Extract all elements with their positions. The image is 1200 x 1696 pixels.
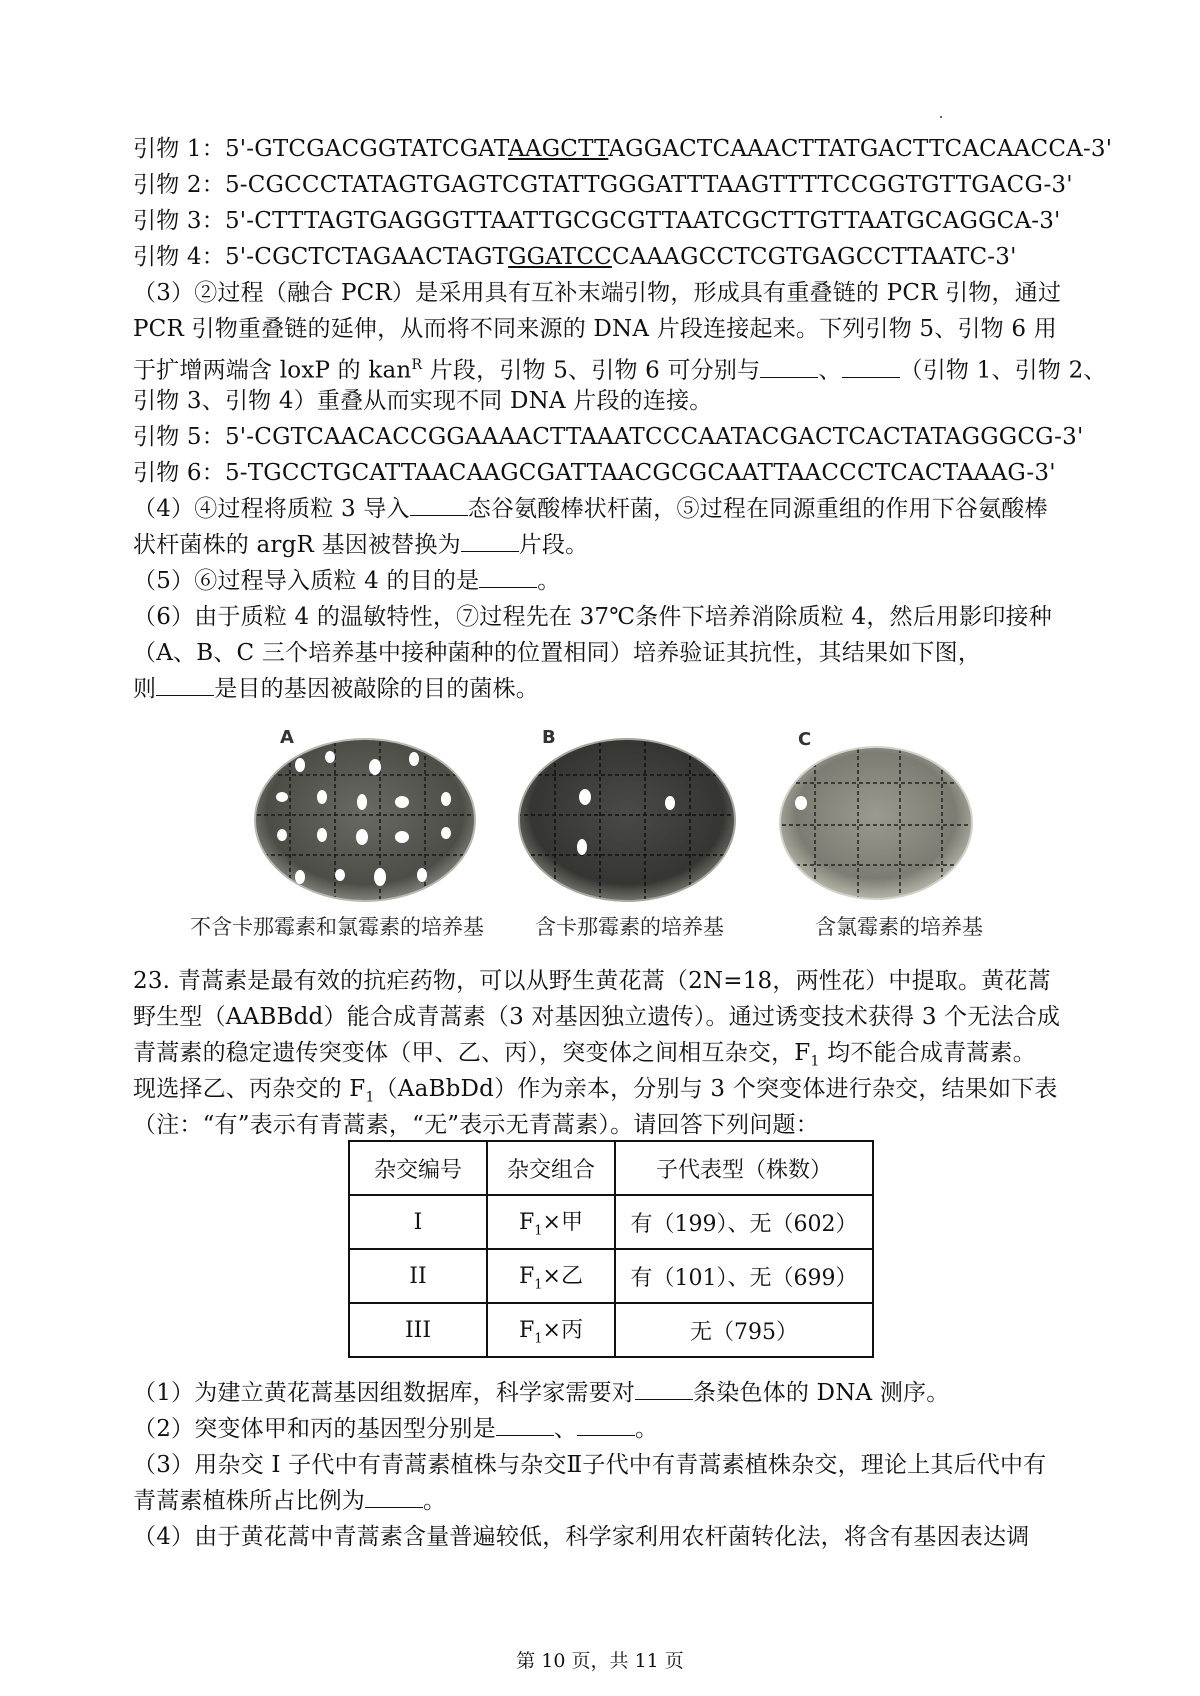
table-header-row <box>349 1141 873 1195</box>
primer-sequence: 5'-CGCTCTAGAACTAGT <box>224 244 509 270</box>
colony <box>417 868 427 882</box>
cross-id: II <box>349 1249 487 1303</box>
plate-a-letter: A <box>280 727 294 748</box>
question-23-line-4: 现选择乙、丙杂交的 $F_1(AaBbDd)$作为亲本，分别与 3 个突变体进行杂交，结果如下表 <box>133 1076 1058 1106</box>
answer-blank[interactable] <box>479 563 537 588</box>
colony <box>276 792 288 802</box>
question-3-line-3: 于扩增两端含 loxP 的 kan$^R$ 片段，引物 5、引物 6 可分别与 、 （引物 1、引物 2、 <box>133 347 1073 389</box>
answer-blank[interactable] <box>635 1375 693 1400</box>
cross-combo: $F_1\times$乙 <box>487 1249 615 1303</box>
cross-combo: $F_1\times$丙 <box>487 1303 615 1357</box>
question-6-line-2: （A、B、C 三个培养基中接种菌种的位置相同）培养验证其抗性，其结果如下图， <box>133 640 982 666</box>
answer-blank[interactable] <box>156 671 214 696</box>
superscript-r: R <box>411 357 423 373</box>
colony <box>795 796 807 810</box>
colony <box>577 839 587 855</box>
answer-blank[interactable] <box>410 491 468 516</box>
question-23-line-2: 野生型（AABBdd）能合成青蒿素（3 对基因独立遗传）。通过诱变技术获得 3 个无法合成 <box>133 1004 1061 1030</box>
primer-label: 引物 6： <box>133 460 225 486</box>
question-23-line-1: 23. 青蒿素是最有效的抗疟药物，可以从野生黄花蒿（2N=18，两性花）中提取。黄花蒿 <box>133 968 1051 994</box>
colony <box>325 751 335 763</box>
colony <box>395 796 409 808</box>
primer-sequence: 5'-CTTTAGTGAGGGTTAATTGCGCGTTAATCGCTTGTTAATGCAGGCA-3' <box>224 208 1061 234</box>
answer-blank[interactable] <box>577 1411 635 1436</box>
colony <box>295 870 305 884</box>
answer-blank[interactable] <box>461 527 519 552</box>
colony <box>441 792 451 806</box>
colony <box>374 868 386 886</box>
primer-sequence: 5-CGCCCTATAGTGAGTCGTATTGGGATTTAAGTTTTCCGGTGTTGACG-3' <box>224 172 1073 198</box>
primer-label: 引物 3： <box>133 208 225 234</box>
question-6-line-1: （6）由于质粒 4 的温敏特性，⑦过程先在 37℃条件下培养消除质粒 4，然后用影印接种 <box>133 604 1052 630</box>
restriction-site: GGATCC <box>508 244 612 270</box>
primer-label: 引物 1： <box>133 136 225 162</box>
sub-question-4-line-1: （4）由于黄花蒿中青蒿素含量普遍较低，科学家利用农杆菌转化法，将含有基因表达调 <box>133 1524 1030 1550</box>
cross-results-table <box>348 1140 874 1358</box>
question-3-line-4: 引物 3、引物 4）重叠从而实现不同 DNA 片段的连接。 <box>133 388 713 414</box>
question-4-line-1: （4）④过程将质粒 3 导入 态谷氨酸棒状杆菌，⑤过程在同源重组的作用下谷氨酸棒 <box>133 491 1073 527</box>
answer-blank[interactable] <box>365 1483 423 1508</box>
question-6-line-3: 则 是目的基因被敲除的目的菌株。 <box>133 671 1073 707</box>
plate-b-caption: 含卡那霉素的培养基 <box>535 915 724 939</box>
scan-speck <box>940 116 942 118</box>
subscript-1: 1 <box>810 1053 820 1070</box>
plate-c-caption: 含氯霉素的培养基 <box>815 915 983 939</box>
table-header: 子代表型（株数） <box>615 1141 873 1195</box>
question-4-line-2: 状杆菌株的 argR 基因被替换为 片段。 <box>133 527 1073 563</box>
colony <box>369 759 381 775</box>
primer-sequence: 5-TGCCTGCATTAACAAGCGATTAACGCGCAATTAACCCTCACTAAAG-3' <box>224 460 1056 486</box>
plates-svg <box>190 735 1020 910</box>
colony <box>356 829 368 845</box>
primer-sequence: 5'-GTCGACGGTATCGAT <box>224 136 509 162</box>
sub-question-3-line-2: 青蒿素植株所占比例为 。 <box>133 1483 1073 1519</box>
question-23-line-5: （注：“有”表示有青蒿素，“无”表示无青蒿素）。请回答下列问题： <box>133 1112 819 1138</box>
question-3-line-1: （3）②过程（融合 PCR）是采用具有互补末端引物，形成具有重叠链的 PCR 引物，通过 <box>133 280 1062 306</box>
primer-sequence-tail: AGGACTCAAACTTATGACTTCACAACCA-3' <box>608 136 1113 162</box>
offspring-result: 有（101）、无（699） <box>615 1249 873 1303</box>
page-footer: 第 10 页，共 11 页 <box>516 1650 684 1672</box>
restriction-site: AAGCTT <box>508 136 609 162</box>
table-row <box>349 1303 873 1357</box>
plate-b-letter: B <box>542 727 556 748</box>
primer-label: 引物 4： <box>133 244 225 270</box>
colony <box>409 752 419 766</box>
question-5-line: （5）⑥过程导入质粒 4 的目的是 。 <box>133 563 1073 599</box>
plate-a-caption: 不含卡那霉素和氯霉素的培养基 <box>190 915 484 939</box>
plate-c-letter: C <box>798 729 812 750</box>
question-23-line-3: 青蒿素的稳定遗传突变体（甲、乙、丙），突变体之间相互杂交，$F_1$ 均不能合成青蒿素。 <box>133 1040 1036 1070</box>
table-row <box>349 1249 873 1303</box>
primer-sequence: 5'-CGTCAACACCGGAAAACTTAAATCCCAATACGACTCACTATAGGGCG-3' <box>224 424 1084 450</box>
plate-b <box>510 735 740 905</box>
primer-label: 引物 2： <box>133 172 225 198</box>
colony <box>317 790 327 804</box>
primer-1-line <box>133 131 1113 167</box>
colony <box>395 831 409 843</box>
colony <box>335 869 345 881</box>
colony <box>441 827 451 839</box>
subscript-1: 1 <box>365 1089 375 1106</box>
sub-question-3-line-1: （3）用杂交 I 子代中有青蒿素植株与杂交Ⅱ子代中有青蒿素植株杂交，理论上其后代中有 <box>133 1452 1047 1478</box>
plate-c <box>775 735 980 905</box>
culture-plates-figure <box>190 727 1020 939</box>
cross-id: I <box>349 1195 487 1249</box>
primer-3-line <box>133 203 1073 239</box>
primer-5-line <box>133 419 1084 455</box>
table-header: 杂交编号 <box>349 1141 487 1195</box>
answer-blank[interactable] <box>842 353 900 378</box>
cross-id: III <box>349 1303 487 1357</box>
primer-6-line <box>133 455 1073 491</box>
offspring-result: 有（199）、无（602） <box>615 1195 873 1249</box>
cross-combo: $F_1\times$甲 <box>487 1195 615 1249</box>
colonies <box>795 796 807 810</box>
primer-2-line <box>133 167 1073 203</box>
colony <box>277 829 287 841</box>
answer-blank[interactable] <box>760 353 818 378</box>
colony <box>579 789 591 805</box>
colony <box>295 758 305 772</box>
colony <box>665 796 675 810</box>
answer-blank[interactable] <box>496 1411 554 1436</box>
colony <box>357 794 367 810</box>
colony <box>317 828 327 842</box>
offspring-result: 无（795） <box>615 1303 873 1357</box>
sub-question-2: （2）突变体甲和丙的基因型分别是 、 。 <box>133 1411 1073 1447</box>
table-row <box>349 1195 873 1249</box>
primer-sequence-tail: CAAAGCCTCGTGAGCCTTAATC-3' <box>611 244 1017 270</box>
table-header: 杂交组合 <box>487 1141 615 1195</box>
primer-4-line <box>133 239 1073 275</box>
sub-question-1: （1）为建立黄花蒿基因组数据库，科学家需要对 条染色体的 DNA 测序。 <box>133 1375 1073 1411</box>
primer-label: 引物 5： <box>133 424 225 450</box>
plate-a <box>250 735 480 905</box>
question-3-line-2: PCR 引物重叠链的延伸，从而将不同来源的 DNA 片段连接起来。下列引物 5、引物 6 用 <box>133 316 1057 342</box>
